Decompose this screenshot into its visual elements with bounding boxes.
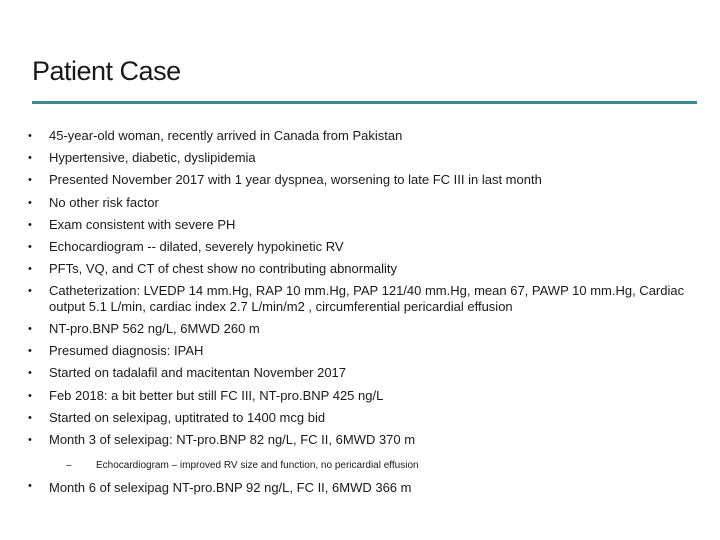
bullet-icon: • (28, 323, 32, 335)
list-item: • Presumed diagnosis: IPAH (28, 343, 204, 359)
sub-bullet (66, 460, 419, 471)
list-item: • Hypertensive, diabetic, dyslipidemia (28, 150, 256, 166)
page-title: Patient Case (32, 56, 181, 86)
last-bullet (28, 480, 411, 495)
list-item: • Presented November 2017 with 1 year dyspnea, worsening to late FC III in last month (28, 172, 542, 188)
bullet-icon: • (28, 174, 32, 187)
list-item: • Started on selexipag, uptitrated to 1400 mcg bid (28, 409, 326, 425)
bullet-icon: • (28, 389, 32, 402)
bullet-icon: • (28, 130, 32, 142)
title-divider (32, 101, 697, 104)
list-item: • NT-pro.BNP 562 ng/L, 6MWD 260 m (28, 321, 260, 336)
list-item: • No other risk factor (28, 194, 159, 210)
bullet-list (28, 128, 688, 454)
list-item: • Catheterization: LVEDP 14 mm.Hg, RAP 10 mm.Hg, PAP 121/40 mm.Hg, mean 67, PAWP 10 mm.Hg, Cardiac output 5.1 L/min, cardiac index 2.7 L/min/m2 , circumferential pericardial effusion (28, 283, 685, 315)
bullet-icon: • (28, 285, 32, 298)
list-item: • Exam consistent with severe PH (28, 216, 236, 232)
bullet-icon: • (28, 152, 32, 165)
list-item: • Started on tadalafil and macitentan November 2017 (28, 365, 347, 381)
dash-icon: – (66, 460, 72, 471)
bullet-icon: • (28, 433, 32, 446)
sub-bullet-text: Echocardiogram – improved RV size and function, no pericardial effusion (96, 460, 419, 471)
bullet-icon: • (28, 218, 32, 231)
bullet-icon: • (28, 411, 32, 424)
list-item: • PFTs, VQ, and CT of chest show no contributing abnormality (28, 261, 398, 277)
bullet-icon: • (28, 367, 32, 380)
list-item: • 45-year-old woman, recently arrived in Canada from Pakistan (28, 128, 403, 143)
bullet-icon: • (28, 480, 32, 492)
bullet-icon: • (28, 345, 32, 358)
bullet-icon: • (28, 240, 32, 253)
list-item: • Echocardiogram -- dilated, severely hypokinetic RV (28, 238, 344, 254)
bullet-icon: • (28, 196, 32, 209)
list-item: • Month 3 of selexipag: NT-pro.BNP 82 ng/L, FC II, 6MWD 370 m (28, 431, 416, 447)
last-bullet-text: Month 6 of selexipag NT-pro.BNP 92 ng/L, FC II, 6MWD 366 m (49, 480, 412, 495)
list-item: • Feb 2018: a bit better but still FC III, NT-pro.BNP 425 ng/L (28, 387, 384, 403)
bullet-icon: • (28, 263, 32, 276)
